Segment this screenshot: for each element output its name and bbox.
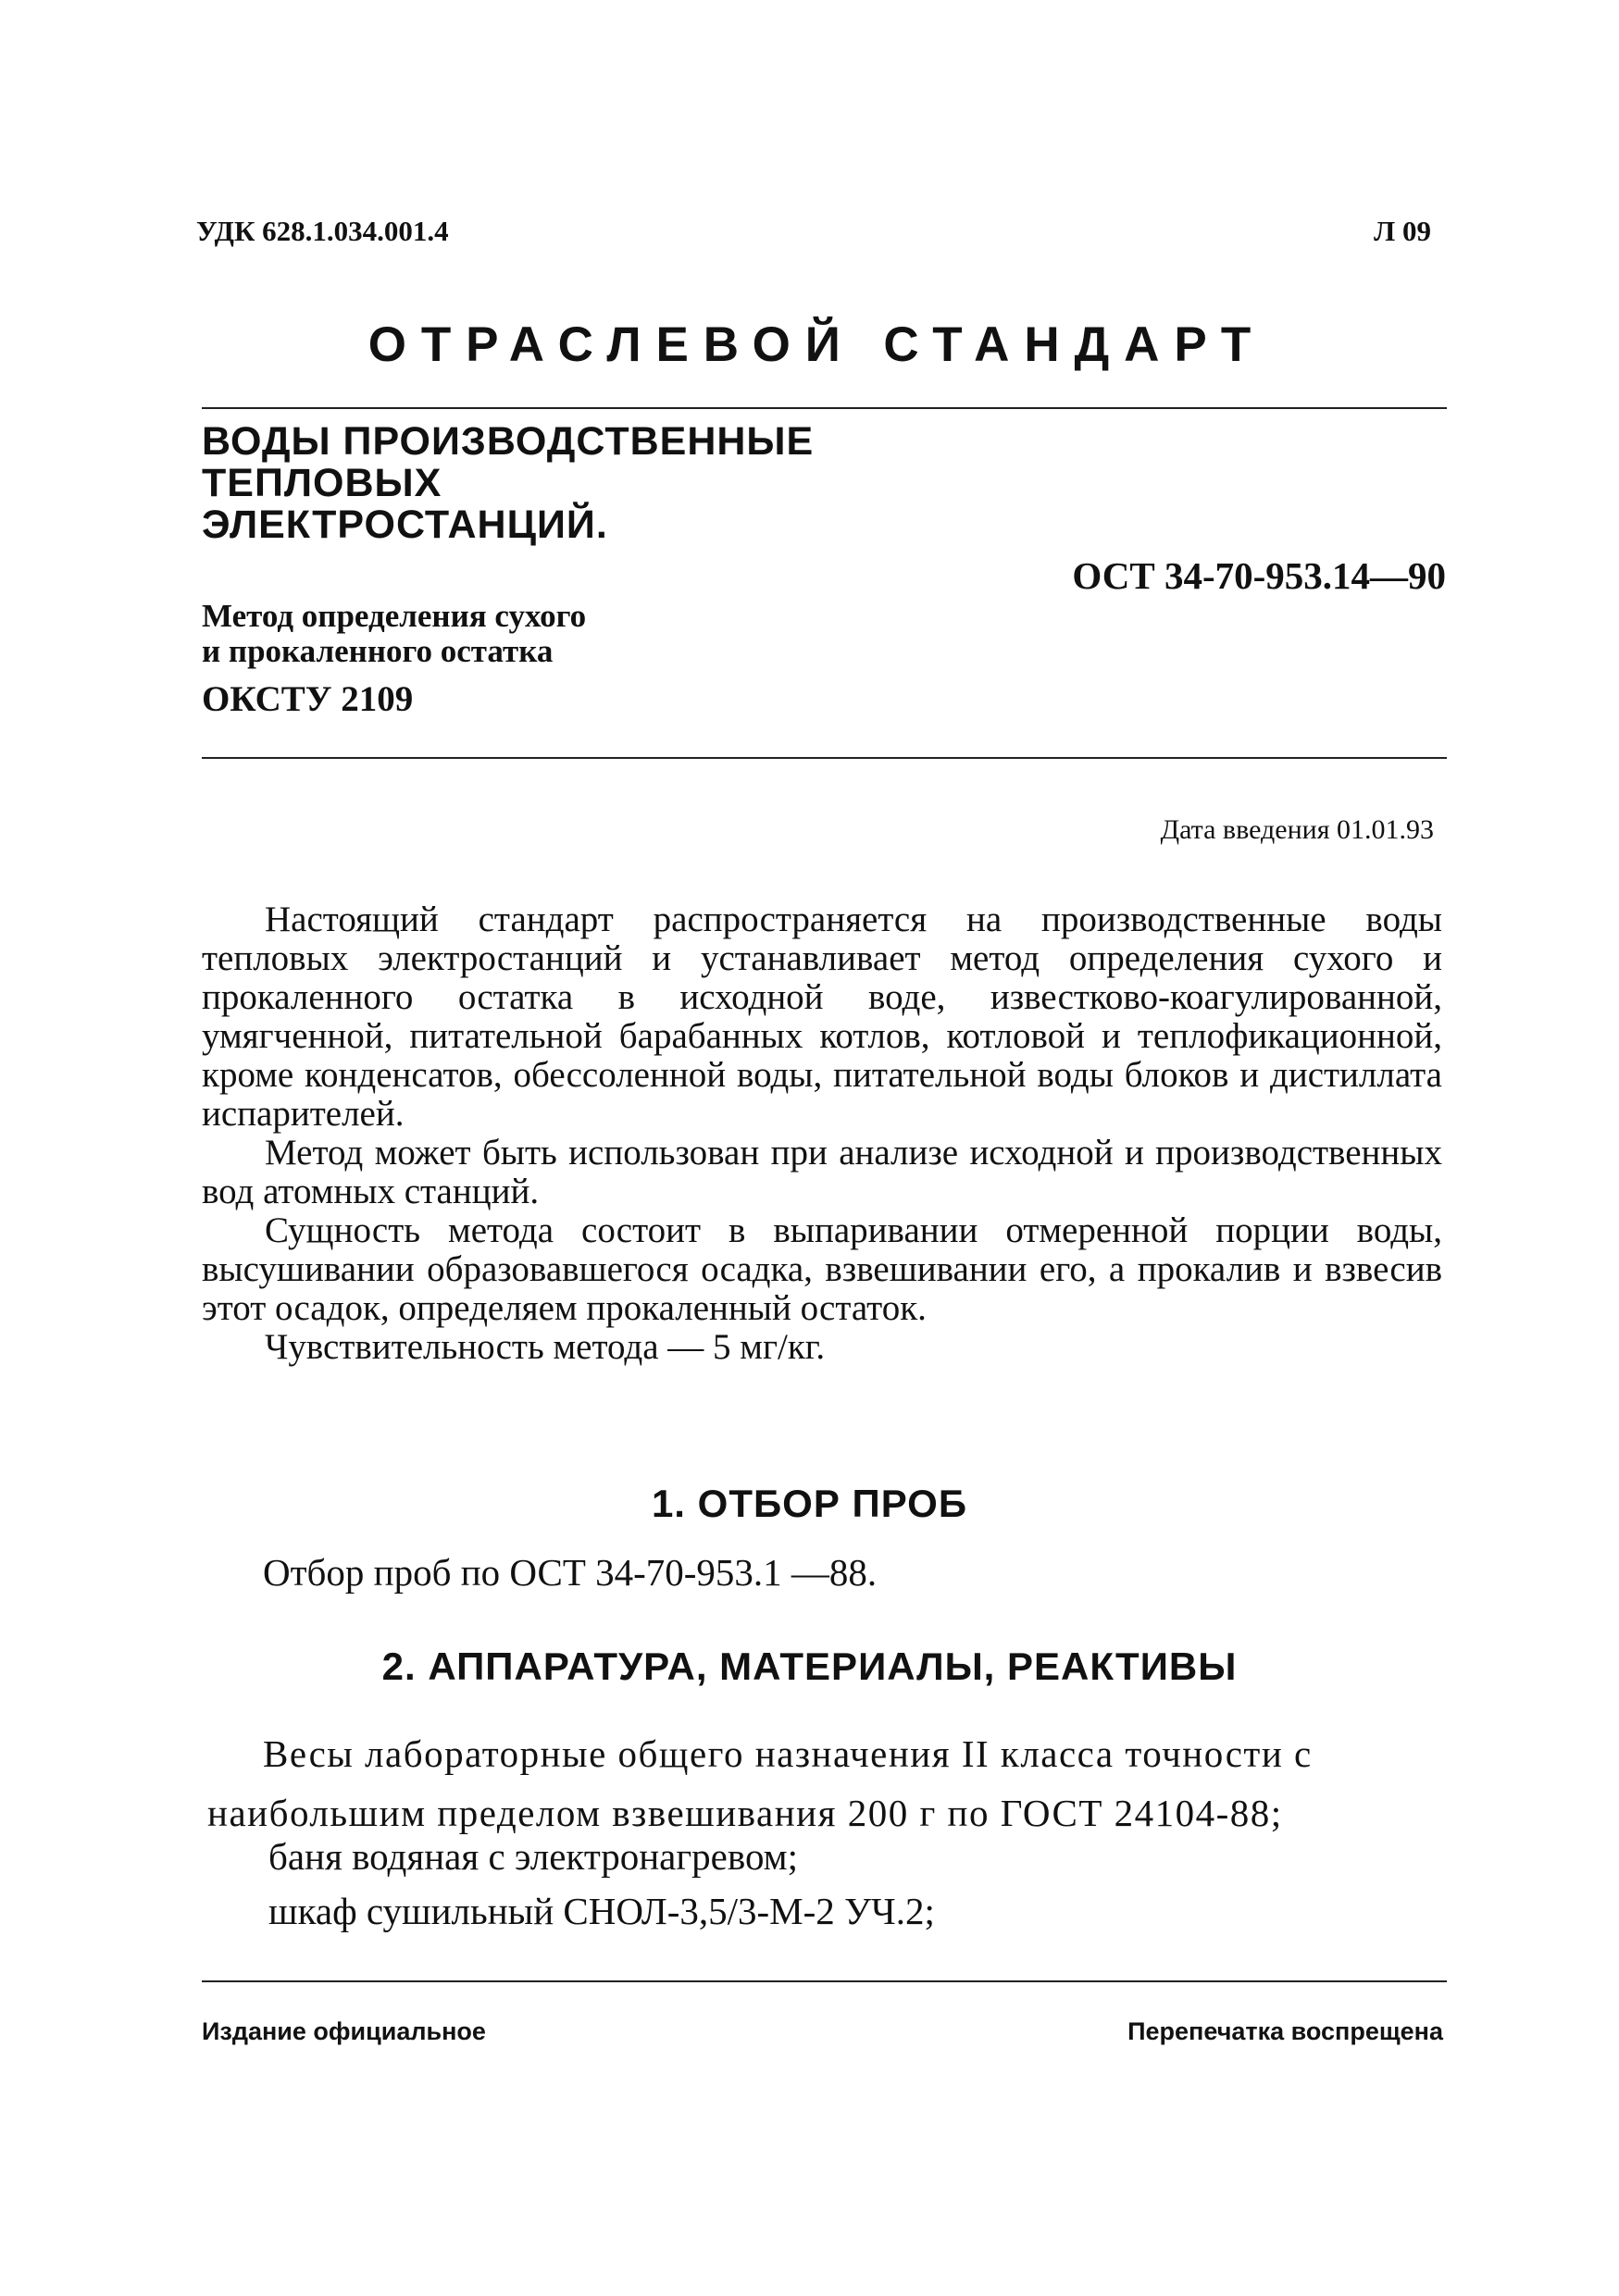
- section-2-heading: 2. АППАРАТУРА, МАТЕРИАЛЫ, РЕАКТИВЫ: [381, 1644, 1238, 1688]
- subtitle-line-1: Метод определения сухого: [202, 598, 587, 634]
- equipment-line-4: шкаф сушильный СНОЛ-3,5/3-М-2 УЧ.2;: [268, 1890, 935, 1932]
- bottom-rule: [202, 1980, 1447, 1982]
- standard-designation: ОСТ 34-70-953.14—90: [1072, 554, 1446, 597]
- subtitle-line-2: и прокаленного остатка: [202, 633, 554, 669]
- section-1-heading: 1. ОТБОР ПРОБ: [651, 1482, 968, 1525]
- footer-official-edition: Издание официальное: [202, 2017, 486, 2045]
- title-line-1: ВОДЫ ПРОИЗВОДСТВЕННЫЕ: [202, 419, 815, 464]
- introduction-date: Дата введения 01.01.93: [1160, 814, 1434, 845]
- document-title: [202, 421, 814, 546]
- udk-code: УДК 628.1.034.001.4: [196, 215, 449, 247]
- okstu-code: ОКСТУ 2109: [202, 679, 414, 719]
- footer-reprint-prohibited: Перепечатка воспрещена: [1127, 2017, 1443, 2045]
- standard-type-heading: ОТРАСЛЕВОЙ СТАНДАРТ: [367, 317, 1266, 372]
- intro-paragraph-4: Чувствительность метода — 5 мг/кг.: [265, 1327, 826, 1367]
- top-rule: [202, 407, 1447, 409]
- section-1-text: Отбор проб по ОСТ 34-70-953.1 —88.: [263, 1551, 878, 1594]
- equipment-line-3: баня водяная с электронагревом;: [268, 1835, 799, 1878]
- title-line-2: ТЕПЛОВЫХ: [202, 461, 442, 505]
- title-line-3: ЭЛЕКТРОСТАНЦИЙ.: [202, 503, 608, 547]
- intro-paragraph-3: Сущность метода состоит в выпаривании отмеренной порции воды, высушивании образовавшегося осадка, взвешивании его, а прокалив и взвесив этот осадок, определяем прокаленный остаток.: [202, 1210, 1442, 1328]
- intro-text: [202, 900, 1442, 1367]
- classification-code: Л 09: [1374, 215, 1431, 247]
- intro-paragraph-1: Настоящий стандарт распространяется на производственные воды тепловых электростанций и устанавливает метод определения сухого и прокаленного остатка в исходной воде, известково-коагулированной, умягченной, питательной барабанных котлов, котловой и теплофикационной, кроме конденсатов, обессоленной воды, питательной воды блоков и дистиллата испарителей.: [202, 900, 1442, 1134]
- document-subtitle: [202, 599, 586, 669]
- equipment-line-2: наибольшим пределом взвешивания 200 г по ГОСТ 24104-88;: [207, 1792, 1283, 1834]
- middle-rule: [202, 757, 1447, 759]
- equipment-line-1: Весы лабораторные общего назначения II класса точности с: [263, 1732, 1313, 1775]
- intro-paragraph-2: Метод может быть использован при анализе исходной и производственных вод атомных станций.: [202, 1133, 1442, 1211]
